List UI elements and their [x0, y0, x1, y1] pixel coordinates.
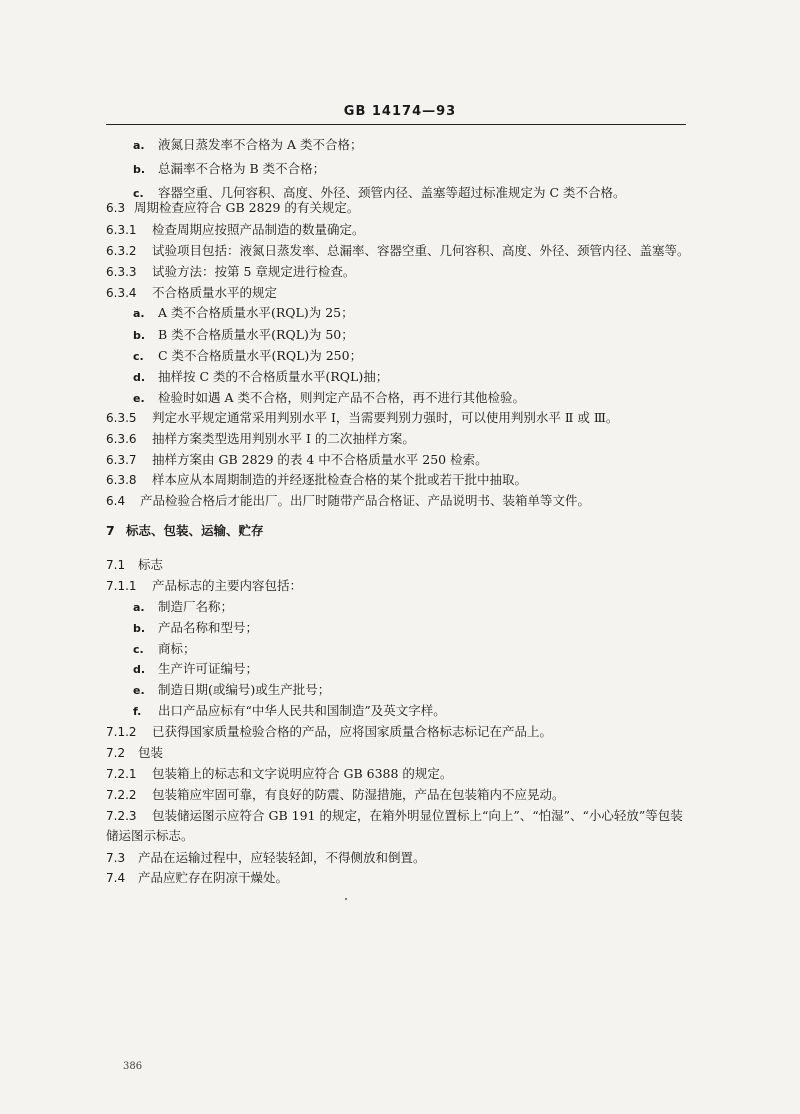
clause-7-2-2	[106, 787, 565, 803]
clause-number: 6.3	[106, 201, 126, 215]
standard-header: GB 14174—93	[343, 104, 457, 119]
clause-number: 6.3.3	[106, 265, 137, 279]
clause-text: 不合格质量水平的规定	[152, 285, 278, 300]
clause-text: 已获得国家质量检验合格的产品，应将国家质量合格标志标记在产品上。	[152, 724, 553, 739]
clause-text: 抽样方案类型选用判别水平 I 的二次抽样方案。	[152, 431, 415, 446]
list-item	[133, 620, 258, 637]
clause-6-3-1	[106, 222, 365, 238]
list-item	[133, 661, 258, 678]
list-label: d.	[133, 663, 146, 676]
list-item	[133, 641, 196, 658]
clause-7-4	[106, 870, 288, 886]
clause-number: 7.3	[106, 851, 126, 865]
list-text: 商标；	[158, 641, 196, 656]
clause-number: 7.2.1	[106, 767, 137, 781]
list-label: b.	[133, 163, 146, 176]
scan-speck	[345, 898, 347, 900]
list-label: f.	[133, 705, 142, 718]
list-text: C 类不合格质量水平(RQL)为 250；	[158, 348, 363, 363]
list-item	[133, 682, 330, 699]
clause-text: 包装	[138, 745, 164, 760]
clause-text: 周期检查应符合 GB 2829 的有关规定。	[134, 200, 360, 215]
list-text: 液氮日蒸发率不合格为 A 类不合格；	[158, 137, 363, 152]
clause-number: 6.3.2	[106, 244, 137, 258]
list-label: a.	[133, 307, 145, 320]
list-item	[133, 703, 446, 720]
list-label: a.	[133, 139, 145, 152]
list-label: a.	[133, 601, 145, 614]
clause-text: 标志	[138, 557, 164, 572]
clause-number: 6.3.6	[106, 432, 137, 446]
clause-text: 产品应贮存在阴凉干燥处。	[138, 870, 289, 885]
chapter-7-heading	[106, 523, 264, 539]
list-item	[133, 348, 362, 365]
list-text: 产品名称和型号；	[158, 620, 259, 635]
clause-6-4	[106, 493, 590, 509]
list-text: 容器空重、几何容积、高度、外径、颈管内径、盖塞等超过标准规定为 C 类不合格。	[158, 185, 626, 200]
list-text: 生产许可证编号；	[158, 661, 259, 676]
clause-6-3-4	[106, 285, 277, 301]
clause-text: 包装储运图示应符合 GB 191 的规定，在箱外明显位置标上“向上”、“怕湿”、“小心轻放”等包装	[152, 808, 683, 823]
clause-7-2-3	[106, 808, 683, 824]
page-number: 386	[123, 1061, 143, 1072]
clause-7-2	[106, 745, 163, 761]
clause-7-2-3-continuation	[106, 828, 194, 844]
clause-number: 6.3.4	[106, 286, 137, 300]
list-text: 总漏率不合格为 B 类不合格；	[158, 161, 326, 176]
clause-number: 7.4	[106, 871, 126, 885]
list-label: e.	[133, 684, 145, 697]
clause-6-3-7	[106, 452, 488, 468]
clause-6-3	[106, 200, 359, 216]
clause-text: 检查周期应按照产品制造的数量确定。	[152, 222, 365, 237]
clause-6-3-3	[106, 264, 355, 280]
clause-number: 7.2.2	[106, 788, 137, 802]
clause-6-3-5	[106, 410, 618, 426]
clause-number: 6.3.1	[106, 223, 137, 237]
list-text: B 类不合格质量水平(RQL)为 50；	[158, 327, 354, 342]
clause-text: 试验项目包括：液氮日蒸发率、总漏率、容器空重、几何容积、高度、外径、颈管内径、盖塞等。	[152, 243, 690, 258]
clause-number: 7.1.2	[106, 725, 137, 739]
list-text: 检验时如遇 A 类不合格，则判定产品不合格，再不进行其他检验。	[158, 390, 525, 405]
list-item	[133, 327, 354, 344]
list-label: c.	[133, 187, 144, 200]
header-rule	[106, 124, 686, 125]
list-text: 制造日期(或编号)或生产批号；	[158, 682, 331, 697]
list-text: 出口产品应标有“中华人民共和国制造”及英文字样。	[158, 703, 446, 718]
list-label: b.	[133, 622, 146, 635]
chapter-number: 7	[106, 523, 115, 538]
list-label: c.	[133, 350, 144, 363]
list-text: A 类不合格质量水平(RQL)为 25；	[158, 305, 354, 320]
clause-6-3-8	[106, 472, 527, 488]
list-label: d.	[133, 371, 146, 384]
clause-7-2-1	[106, 766, 452, 782]
list-item	[133, 599, 233, 616]
list-item	[133, 137, 362, 154]
clause-text: 产品检验合格后才能出厂。出厂时随带产品合格证、产品说明书、装箱单等文件。	[140, 493, 591, 508]
list-text: 制造厂名称；	[158, 599, 234, 614]
clause-text: 抽样方案由 GB 2829 的表 4 中不合格质量水平 250 检索。	[152, 452, 488, 467]
clause-6-3-6	[106, 431, 415, 447]
clause-text: 包装箱上的标志和文字说明应符合 GB 6388 的规定。	[152, 766, 453, 781]
clause-number: 6.4	[106, 494, 126, 508]
list-item	[133, 161, 325, 178]
list-text: 抽样按 C 类的不合格质量水平(RQL)抽；	[158, 369, 389, 384]
clause-number: 6.3.8	[106, 473, 137, 487]
list-item	[133, 390, 525, 407]
clause-number: 7.2.3	[106, 809, 137, 823]
clause-number: 6.3.7	[106, 453, 137, 467]
list-label: e.	[133, 392, 145, 405]
list-item	[133, 369, 388, 386]
list-label: c.	[133, 643, 144, 656]
clause-number: 7.2	[106, 746, 126, 760]
clause-7-1-1	[106, 578, 302, 594]
clause-text: 判定水平规定通常采用判别水平 I，当需要判别力强时，可以使用判别水平 Ⅱ 或 Ⅲ。	[152, 410, 619, 425]
clause-number: 7.1.1	[106, 579, 137, 593]
list-label: b.	[133, 329, 146, 342]
clause-text: 产品在运输过程中，应轻装轻卸，不得侧放和倒置。	[138, 850, 426, 865]
clause-7-3	[106, 850, 426, 866]
clause-text-continuation: 储运图示标志。	[106, 828, 194, 843]
clause-text: 产品标志的主要内容包括：	[152, 578, 303, 593]
clause-text: 样本应从本周期制造的并经逐批检查合格的某个批或若干批中抽取。	[152, 472, 528, 487]
clause-text: 试验方法：按第 5 章规定进行检查。	[152, 264, 356, 279]
list-item	[133, 305, 354, 322]
chapter-title: 标志、包装、运输、贮存	[126, 523, 264, 538]
clause-number: 7.1	[106, 558, 126, 572]
clause-6-3-2	[106, 243, 690, 259]
clause-7-1	[106, 557, 163, 573]
clause-text: 包装箱应牢固可靠，有良好的防震、防湿措施，产品在包装箱内不应晃动。	[152, 787, 565, 802]
clause-number: 6.3.5	[106, 411, 137, 425]
clause-7-1-2	[106, 724, 552, 740]
